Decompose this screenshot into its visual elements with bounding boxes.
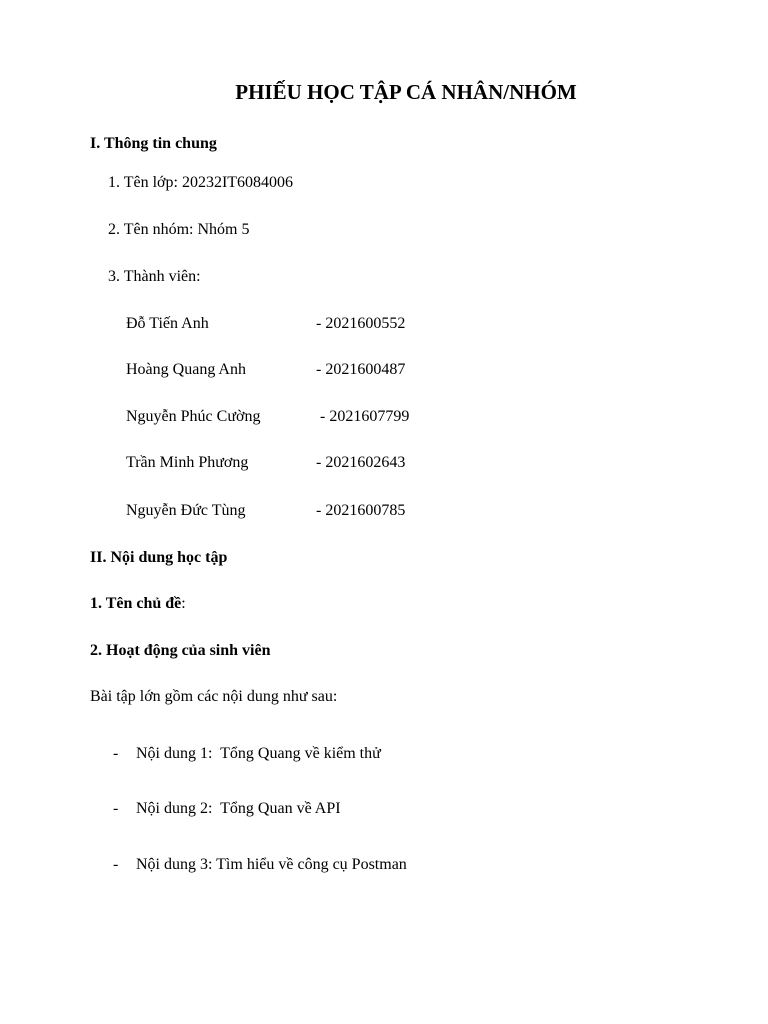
topic-line xyxy=(90,594,186,614)
list-bullet: - xyxy=(113,800,119,817)
members-label: 3. Thành viên: xyxy=(108,268,201,285)
member-id: - 2021600487 xyxy=(316,361,406,378)
topic-colon: : xyxy=(181,595,186,612)
section-content-heading: II. Nội dung học tập xyxy=(90,549,228,566)
topic-label: 1. Tên chủ đề xyxy=(90,595,182,612)
member-id: - 2021600552 xyxy=(316,315,406,332)
member-name: Nguyễn Phúc Cường xyxy=(126,408,261,425)
list-bullet: - xyxy=(113,856,119,873)
list-bullet: - xyxy=(113,745,119,762)
list-item: Nội dung 2: Tổng Quan về API xyxy=(136,800,341,817)
intro-text: Bài tập lớn gồm các nội dung như sau: xyxy=(90,688,338,705)
member-id: - 2021602643 xyxy=(316,454,406,471)
member-name: Trần Minh Phương xyxy=(126,454,249,471)
class-name-line: 1. Tên lớp: 20232IT6084006 xyxy=(108,174,294,191)
page-title: PHIẾU HỌC TẬP CÁ NHÂN/NHÓM xyxy=(235,80,577,104)
member-id: - 2021600785 xyxy=(316,502,406,519)
group-name-line: 2. Tên nhóm: Nhóm 5 xyxy=(108,221,250,238)
member-name: Nguyễn Đức Tùng xyxy=(126,502,246,519)
member-id: - 2021607799 xyxy=(316,408,410,425)
activity-heading: 2. Hoạt động của sinh viên xyxy=(90,642,271,659)
member-name: Đỗ Tiến Anh xyxy=(126,315,209,332)
list-item: Nội dung 3: Tìm hiểu về công cụ Postman xyxy=(136,856,407,873)
section-general-info-heading: I. Thông tin chung xyxy=(90,135,217,152)
list-item: Nội dung 1: Tổng Quang về kiểm thử xyxy=(136,745,381,762)
member-name: Hoàng Quang Anh xyxy=(126,361,246,378)
